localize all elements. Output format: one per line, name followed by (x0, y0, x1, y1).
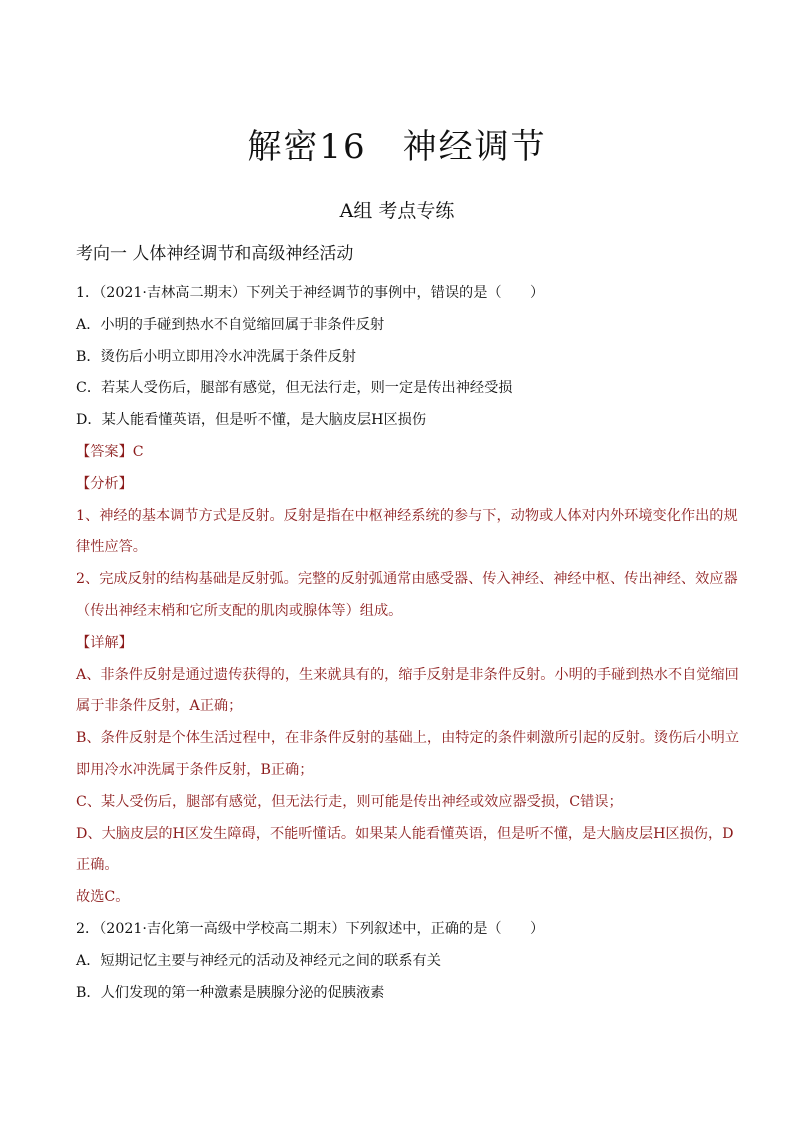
section-title: 考向一 人体神经调节和高级神经活动 (76, 244, 354, 264)
detail-paragraph-c: C、某人受伤后，腿部有感觉，但无法行走，则可能是传出神经或效应器受损，C错误； (76, 793, 623, 810)
page-title: 解密16 神经调节 (247, 127, 547, 167)
detail-paragraph-b (76, 727, 740, 791)
analysis-1-line-2: 律性应答。 (76, 539, 147, 556)
detail-paragraph-d (76, 823, 734, 887)
analysis-2-line-1: 2、完成反射的结构基础是反射弧。完整的反射弧通常由感受器、传入神经、神经中枢、传出神经、效应器 (76, 571, 738, 588)
q1-option-c: C．若某人受伤后，腿部有感觉，但无法行走，则一定是传出神经受损 (76, 380, 513, 397)
analysis-paragraph-1 (76, 505, 738, 569)
q1-option-a: A．小明的手碰到热水不自觉缩回属于非条件反射 (76, 316, 385, 333)
q1-option-b: B．烫伤后小明立即用冷水冲洗属于条件反射 (76, 348, 356, 365)
group-title: A组 考点专练 (339, 200, 455, 222)
answer-label: 【答案】 (76, 443, 133, 460)
question-content (76, 282, 740, 1013)
analysis-paragraph-2 (76, 568, 738, 632)
detail-d-line-2: 正确。 (76, 857, 119, 874)
analysis-label: 【分析】 (76, 475, 133, 492)
q1-option-d: D．某人能看懂英语，但是听不懂，是大脑皮层H区损伤 (76, 412, 427, 429)
detail-d-line-1: D、大脑皮层的H区发生障碍，不能听懂话。如果某人能看懂英语，但是听不懂，是大脑皮层H区损伤，D (76, 825, 734, 842)
detail-a-line-1: A、非条件反射是通过遗传获得的，生来就具有的，缩手反射是非条件反射。小明的手碰到热水不自觉缩回 (76, 666, 739, 683)
q1-conclusion: 故选C。 (76, 889, 130, 906)
answer-value: C (132, 443, 144, 460)
detail-label: 【详解】 (76, 634, 133, 651)
q1-answer (76, 441, 726, 473)
detail-b-line-2: 即用冷水冲洗属于条件反射，B正确； (76, 761, 314, 778)
q2-option-a: A．短期记忆主要与神经元的活动及神经元之间的联系有关 (76, 952, 441, 969)
detail-a-line-2: 属于非条件反射，A正确； (76, 698, 243, 715)
q2-stem: 2．（2021·吉化第一高级中学校高二期末）下列叙述中，正确的是（ ） (76, 920, 545, 937)
analysis-2-line-2: （传出神经末梢和它所支配的肌肉或腺体等）组成。 (76, 602, 403, 619)
q1-stem: 1．（2021·吉林高二期末）下列关于神经调节的事例中，错误的是（ ） (76, 285, 545, 301)
detail-paragraph-a (76, 664, 739, 728)
q2-option-b: B．人们发现的第一种激素是胰腺分泌的促胰液素 (76, 984, 385, 1001)
analysis-1-line-1: 1、神经的基本调节方式是反射。反射是指在中枢神经系统的参与下，动物或人体对内外环境变化作出的规 (76, 507, 738, 524)
detail-b-line-1: B、条件反射是个体生活过程中，在非条件反射的基础上，由特定的条件刺激所引起的反射。烫伤后小明立 (76, 730, 740, 747)
